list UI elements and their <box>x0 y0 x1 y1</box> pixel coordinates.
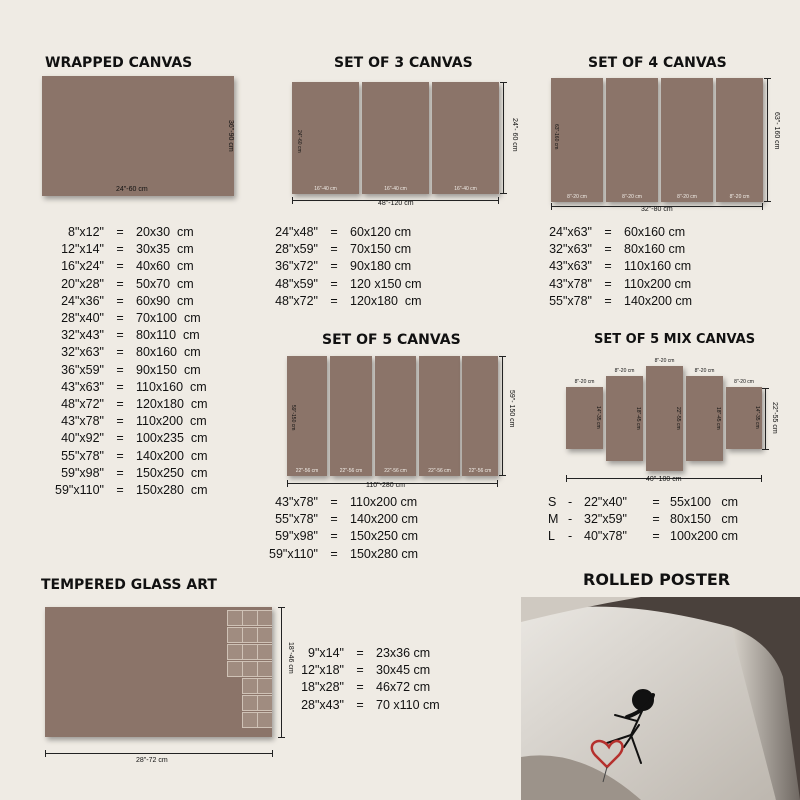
set4-panel <box>606 78 658 202</box>
equals-sign: = <box>116 414 124 429</box>
set3-size-cm: 120x180 cm <box>350 293 422 308</box>
set4-panel <box>661 78 713 202</box>
glass-grid-cell <box>257 678 272 694</box>
poster-illustration <box>521 597 800 800</box>
set5-size-inches: 59"x98" <box>275 529 318 544</box>
set3-height-line <box>503 82 504 194</box>
glass-size-cm: 70 x110 cm <box>376 697 440 712</box>
glass-size-cm: 23x36 cm <box>376 646 431 660</box>
wrapped-size-row <box>42 241 208 258</box>
mix-size-letter: S <box>548 495 557 509</box>
wrapped-size-cm: 90x150 cm <box>136 362 201 377</box>
set4-size-list <box>530 224 692 310</box>
glass-panel <box>45 607 272 737</box>
set5-panel <box>462 356 498 476</box>
glass-width-line <box>45 753 273 754</box>
wrapped-size-cm: 30x35 cm <box>136 242 194 257</box>
mix-panel-top-label: 8"-20 cm <box>734 379 754 385</box>
mix-size-inches: 40"x78" <box>584 529 627 544</box>
mix-size-cm: 55x100 cm <box>670 495 739 509</box>
wrapped-size-inches: 55"x78" <box>61 448 104 463</box>
set3-width-label: 48"-120 cm <box>378 200 414 207</box>
set4-size-inches: 24"x63" <box>549 225 592 239</box>
wrapped-size-cm: 40x60 cm <box>136 259 194 274</box>
set4-panel-width-label: 8"-20 cm <box>677 194 697 200</box>
glass-width-label: 28"-72 cm <box>136 757 168 764</box>
glass-grid-cell <box>257 661 272 677</box>
glass-grid-cell <box>242 644 258 660</box>
mix-size-row <box>548 528 738 545</box>
equals-sign: = <box>330 293 338 308</box>
wrapped-size-cm: 70x100 cm <box>136 311 201 326</box>
equals-sign: = <box>116 328 124 343</box>
equals-sign: = <box>330 276 338 291</box>
wrapped-size-inches: 59"x110" <box>55 483 104 498</box>
set4-size-row <box>530 224 692 241</box>
mix-panel <box>726 379 762 449</box>
equals-sign: = <box>116 345 124 360</box>
equals-sign: = <box>652 495 660 509</box>
mix-height-line <box>765 388 766 450</box>
poster-title: ROLLED POSTER <box>583 570 731 589</box>
set4-size-row <box>530 241 692 258</box>
wrapped-height-label: 36"-90 cm <box>227 120 234 152</box>
equals-sign: = <box>116 276 124 291</box>
glass-height-label: 18"-46 cm <box>287 642 294 674</box>
mix-size-cm: 100x200 cm <box>670 529 739 544</box>
wrapped-size-inches: 24"x36" <box>61 293 104 308</box>
equals-sign: = <box>652 529 660 544</box>
glass-grid-cell <box>257 627 272 643</box>
wrapped-size-cm: 150x280 cm <box>136 483 208 498</box>
dash: - <box>568 529 573 544</box>
glass-grid-cell <box>227 644 243 660</box>
set4-panel-width-label: 8"-20 cm <box>567 194 587 200</box>
set5-size-inches: 59"x110" <box>269 546 318 561</box>
mix-size-inches: 32"x59" <box>584 512 627 527</box>
glass-grid-cell <box>257 695 272 711</box>
wrapped-size-row <box>42 465 208 482</box>
mix-panel <box>606 368 643 461</box>
set3-size-row <box>256 276 422 293</box>
set4-panel-width-label: 8"-20 cm <box>729 194 750 200</box>
glass-size-inches: 28"x43" <box>301 697 344 712</box>
set3-size-inches: 28"x59" <box>275 242 318 257</box>
set3-size-row <box>256 293 422 310</box>
equals-sign: = <box>116 242 124 257</box>
set5-size-row <box>256 494 418 511</box>
equals-sign: = <box>356 697 364 712</box>
mix-size-list <box>548 494 738 546</box>
wrapped-size-row <box>42 276 208 293</box>
set5-panel-width-label: 22"-56 cm <box>428 468 451 474</box>
mix-height-label: 22"-55 cm <box>771 402 778 434</box>
equals-sign: = <box>116 225 124 239</box>
wrapped-size-inches: 36"x59" <box>61 362 104 377</box>
glass-grid-cell <box>257 610 272 626</box>
wrapped-size-inches: 40"x92" <box>61 431 104 446</box>
set4-panel-height-label: 63"-160 cm <box>553 124 559 150</box>
glass-grid-cell <box>242 678 258 694</box>
glass-grid-cell <box>227 661 243 677</box>
set3-panel-width-label: 16"-40 cm <box>454 186 477 192</box>
wrapped-size-cm: 80x160 cm <box>136 345 201 360</box>
equals-sign: = <box>356 680 364 695</box>
set5-panel-width-label: 22"-56 cm <box>384 468 407 474</box>
wrapped-size-row <box>42 413 208 430</box>
set5-panel-width-label: 22"-56 cm <box>295 468 319 474</box>
wrapped-size-inches: 48"x72" <box>61 397 104 412</box>
set5-size-row <box>256 546 418 563</box>
set5-size-cm: 110x200 cm <box>350 495 418 509</box>
wrapped-size-row <box>42 396 208 413</box>
set4-size-cm: 60x160 cm <box>624 225 686 239</box>
set3-panel <box>292 82 359 194</box>
set4-size-cm: 110x200 cm <box>624 276 692 291</box>
wrapped-size-row <box>42 430 208 447</box>
set5-height-line <box>502 356 503 476</box>
set3-size-list <box>256 224 422 310</box>
wrapped-size-list <box>42 224 208 499</box>
glass-grid-cell <box>242 712 258 728</box>
set5-size-row <box>256 511 418 528</box>
wrapped-size-cm: 100x235 cm <box>136 431 208 446</box>
glass-title: TEMPERED GLASS ART <box>41 577 217 593</box>
mix-size-row <box>548 511 738 528</box>
wrapped-size-row <box>42 327 208 344</box>
set3-size-inches: 48"x59" <box>275 276 318 291</box>
glass-grid-cell <box>242 661 258 677</box>
wrapped-size-row <box>42 362 208 379</box>
set3-panel <box>362 82 429 194</box>
equals-sign: = <box>652 512 660 527</box>
glass-size-inches: 18"x28" <box>301 680 344 695</box>
mix-panel-top-label: 8"-20 cm <box>654 358 675 364</box>
set5-panel <box>330 356 372 476</box>
set4-title: SET OF 4 CANVAS <box>588 55 727 71</box>
equals-sign: = <box>116 311 124 326</box>
set5-panel-height-label: 59"-150 cm <box>290 405 296 431</box>
set3-panel-width-label: 16"-40 cm <box>384 186 407 192</box>
equals-sign: = <box>116 448 124 463</box>
set4-size-row <box>530 276 692 293</box>
wrapped-size-row <box>42 379 208 396</box>
wrapped-size-inches: 20"x28" <box>61 276 104 291</box>
equals-sign: = <box>356 646 364 660</box>
equals-sign: = <box>330 512 338 527</box>
rolled-poster-photo <box>521 597 800 800</box>
set4-panel-width-label: 8"-20 cm <box>622 194 642 200</box>
mix-panel-height-label: 18"-45 cm <box>635 406 641 430</box>
mix-panel-top-label: 8"-20 cm <box>574 379 595 385</box>
wrapped-size-cm: 20x30 cm <box>136 225 194 239</box>
glass-grid-cell <box>242 610 258 626</box>
set3-size-cm: 70x150 cm <box>350 242 412 257</box>
glass-grid-cell <box>257 644 272 660</box>
wrapped-size-cm: 140x200 cm <box>136 448 208 463</box>
wrapped-size-row <box>42 224 208 241</box>
mix-size-letter: L <box>548 529 555 544</box>
set5-width-label: 110"-280 cm <box>366 482 405 489</box>
set4-width-label: 32"-80 cm <box>641 206 673 213</box>
mix-panel <box>646 358 683 471</box>
wrapped-size-cm: 60x90 cm <box>136 293 194 308</box>
set5-size-cm: 150x280 cm <box>350 546 419 561</box>
wrapped-canvas-title: WRAPPED CANVAS <box>45 55 193 71</box>
wrapped-canvas-panel <box>42 76 234 196</box>
equals-sign: = <box>604 276 612 291</box>
wrapped-size-row <box>42 293 208 310</box>
set3-size-cm: 60x120 cm <box>350 225 412 239</box>
equals-sign: = <box>604 225 612 239</box>
set3-size-cm: 90x180 cm <box>350 259 412 274</box>
wrapped-size-inches: 43"x63" <box>61 379 104 394</box>
wrapped-size-inches: 32"x63" <box>61 345 104 360</box>
mix-panel-top-label: 8"-20 cm <box>614 368 635 374</box>
wrapped-size-inches: 59"x98" <box>61 465 104 480</box>
set5-title: SET OF 5 CANVAS <box>322 332 461 348</box>
set4-size-cm: 80x160 cm <box>624 242 686 257</box>
set3-size-inches: 24"x48" <box>275 225 318 239</box>
dash: - <box>568 512 573 527</box>
set5-size-inches: 43"x78" <box>275 495 318 509</box>
set5-panel <box>375 356 416 476</box>
set5-size-list <box>256 494 418 563</box>
wrapped-size-inches: 32"x43" <box>61 328 104 343</box>
set3-size-inches: 48"x72" <box>275 293 318 308</box>
set3-size-row <box>256 224 422 241</box>
glass-size-row <box>282 645 440 662</box>
equals-sign: = <box>330 259 338 274</box>
set4-height-line <box>767 78 768 202</box>
set3-size-row <box>256 241 422 258</box>
set5-size-row <box>256 528 418 545</box>
equals-sign: = <box>330 495 338 509</box>
set4-size-inches: 43"x78" <box>549 276 592 291</box>
wrapped-size-cm: 50x70 cm <box>136 276 194 291</box>
mix-panel-height-label: 14"-35 cm <box>754 406 760 429</box>
equals-sign: = <box>330 546 338 561</box>
wrapped-width-label: 24"-60 cm <box>116 186 148 193</box>
equals-sign: = <box>116 483 124 498</box>
set4-size-cm: 140x200 cm <box>624 293 693 308</box>
equals-sign: = <box>330 529 338 544</box>
wrapped-size-inches: 8"x12" <box>68 225 104 239</box>
mix-size-row <box>548 494 738 511</box>
equals-sign: = <box>604 259 612 274</box>
mix-panel-top-label: 8"-20 cm <box>694 368 715 374</box>
set5-panel-width-label: 22"-56 cm <box>339 468 363 474</box>
equals-sign: = <box>116 293 124 308</box>
equals-sign: = <box>330 225 338 239</box>
wrapped-size-row <box>42 448 208 465</box>
wrapped-size-inches: 12"x14" <box>61 242 104 257</box>
set3-height-label: 24"- 60 cm <box>511 118 518 152</box>
set5-size-cm: 140x200 cm <box>350 512 419 527</box>
wrapped-size-row <box>42 258 208 275</box>
glass-size-inches: 9"x14" <box>308 646 344 660</box>
glass-size-row <box>282 679 440 696</box>
set3-panel-width-label: 16"-40 cm <box>314 186 337 192</box>
set5-panel-width-label: 22"-56 cm <box>468 468 492 474</box>
wrapped-size-row <box>42 482 208 499</box>
set5-size-inches: 55"x78" <box>275 512 318 527</box>
glass-size-list <box>282 645 440 714</box>
equals-sign: = <box>116 397 124 412</box>
equals-sign: = <box>330 242 338 257</box>
set5-height-label: 59"- 150 cm <box>508 390 515 428</box>
mix-panel-height-label: 18"-45 cm <box>715 406 721 430</box>
set4-size-cm: 110x160 cm <box>624 259 692 274</box>
set5-panel <box>419 356 460 476</box>
set4-size-inches: 32"x63" <box>549 242 592 257</box>
mix-panel <box>686 368 723 461</box>
equals-sign: = <box>356 663 364 678</box>
glass-grid-cell <box>227 610 243 626</box>
set4-size-row <box>530 258 692 275</box>
set4-size-row <box>530 293 692 310</box>
wrapped-size-cm: 80x110 cm <box>136 328 200 343</box>
mix-size-letter: M <box>548 512 559 527</box>
wrapped-size-row <box>42 310 208 327</box>
set4-panel <box>716 78 763 202</box>
dash: - <box>568 495 573 509</box>
equals-sign: = <box>116 259 124 274</box>
equals-sign: = <box>116 431 124 446</box>
glass-grid-cell <box>242 627 258 643</box>
set4-size-inches: 43"x63" <box>549 259 592 274</box>
mix-panel-height-label: 22"-55 cm <box>675 406 681 430</box>
set3-size-inches: 36"x72" <box>275 259 318 274</box>
wrapped-size-row <box>42 344 208 361</box>
mix-title: SET OF 5 MIX CANVAS <box>594 332 756 347</box>
mix-width-label: 40"-100 cm <box>646 476 682 483</box>
glass-grid-cell <box>257 712 272 728</box>
equals-sign: = <box>116 362 124 377</box>
equals-sign: = <box>604 242 612 257</box>
glass-grid-cell <box>242 695 258 711</box>
wrapped-size-inches: 28"x40" <box>61 311 104 326</box>
mix-panel <box>566 379 603 449</box>
glass-size-row <box>282 697 440 714</box>
set3-title: SET OF 3 CANVAS <box>334 55 473 71</box>
wrapped-size-cm: 110x200 cm <box>136 414 207 429</box>
set5-size-cm: 150x250 cm <box>350 529 419 544</box>
equals-sign: = <box>116 465 124 480</box>
glass-size-cm: 46x72 cm <box>376 680 431 695</box>
wrapped-size-inches: 43"x78" <box>61 414 104 429</box>
set4-size-inches: 55"x78" <box>549 293 592 308</box>
set3-size-cm: 120 x150 cm <box>350 276 422 291</box>
wrapped-size-cm: 120x180 cm <box>136 397 208 412</box>
mix-size-inches: 22"x40" <box>584 495 627 509</box>
glass-size-row <box>282 662 440 679</box>
mix-size-cm: 80x150 cm <box>670 512 739 527</box>
wrapped-size-cm: 150x250 cm <box>136 465 208 480</box>
glass-size-inches: 12"x18" <box>301 663 344 678</box>
glass-reflection-grid <box>224 607 272 737</box>
equals-sign: = <box>116 379 124 394</box>
mix-panel-height-label: 14"-35 cm <box>595 406 601 429</box>
wrapped-size-inches: 16"x24" <box>61 259 104 274</box>
glass-size-cm: 30x45 cm <box>376 663 431 678</box>
set3-size-row <box>256 258 422 275</box>
wrapped-size-cm: 110x160 cm <box>136 379 207 394</box>
equals-sign: = <box>604 293 612 308</box>
set4-height-label: 63"- 160 cm <box>773 112 780 150</box>
set3-panel <box>432 82 499 194</box>
set3-panel-height-label: 24"-60 cm <box>296 130 302 153</box>
glass-grid-cell <box>227 627 243 643</box>
